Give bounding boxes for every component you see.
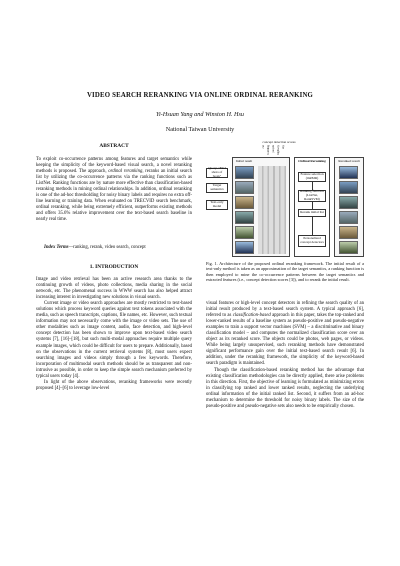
intro-right-paragraph-1 — [206, 301, 364, 368]
figure-target-label: Target semantics — [210, 183, 224, 191]
thumb-initial-3 — [235, 196, 254, 209]
figure-step-3 — [298, 209, 326, 217]
figure-col-label-3: highway — [277, 145, 280, 155]
thumb-initial-4 — [235, 211, 254, 224]
figure-query-box — [206, 168, 228, 178]
thumb-initial-5 — [235, 226, 254, 239]
intro-heading: 1. INTRODUCTION — [89, 264, 139, 270]
figure-step-3-label: Rerank initial list — [300, 210, 324, 215]
abstract-heading: ABSTRACT — [99, 143, 129, 149]
intro-right-column — [206, 301, 364, 410]
figure-text-model-label: Text-only model — [210, 200, 224, 208]
abstract-text-a: To exploit co-occurrence patterns among features and target semantics while keeping the simplicity of the keyword-based visual search, a novel reranking methods is proposed. The approach, — [36, 157, 192, 175]
index-terms — [44, 245, 192, 251]
figure-query-label: Query: "Find shots of boats" — [208, 166, 226, 178]
paper-affiliation: National Taiwan University — [165, 126, 235, 133]
abstract-paragraph — [36, 157, 192, 224]
figure-step-1 — [298, 172, 326, 182]
intro-paragraph-1: Image and video retrieval has been an active research area thanks to the continuing growth of videos, photo collections, media sharing in the social network, etc. The phenomenal success in WWW search has also helped attract increasing interest in investigating new solutions in visual search. — [36, 277, 192, 301]
figure-architecture — [206, 140, 364, 258]
figure-score-matrix — [258, 166, 286, 254]
index-terms-label: Index Terms — [44, 245, 69, 250]
figure-col-label-2: people — [272, 145, 275, 153]
thumb-initial-2 — [235, 181, 254, 194]
paper-title: VIDEO SEARCH RERANKING VIA ONLINE ORDINAL RERANKING — [86, 92, 314, 99]
figure-caption: Fig. 1. Architecture of the proposed ordinal reranking framework. The initial result of a text-only method is taken as an approximation of the target semantics, a ranking function is then employed to mine the co-occurrence patterns between the target semantics and extracted features (i.e., concept detection scores [3]), and to rerank the initial result. — [206, 261, 364, 282]
intro-paragraph-2: Current image or video search approaches are mostly restricted to text-based solutions which process keyword queries against text tokens associated with the media, such as speech transcripts, captions, file names, etc. However, such textual information may not necessarily come with the image or video sets. The use of other modalities such as image content, audio, face detection, and high-level concept detection has been shown to improve upon text-based video search systems [7], [16]–[18], but such multi-modal approaches require multiple query example images, which could be difficult for users to prepare. Additionally, based on the observations in the current retrieval systems [8], most users expect searching images and videos simply through a few keywords. Therefore, incorporation of multimodal search methods should be as transparent and non-intrusive as possible, in order to keep the simple search mechanism preferred by typical users today [4]. — [36, 301, 192, 379]
thumb-reranked-2 — [339, 181, 358, 194]
thumb-reranked-5 — [339, 226, 358, 239]
paper-authors: Yi-Hsuan Yang and Winston H. Hsu — [155, 111, 244, 118]
intro-paragraph-3: In light of the above observations, reranking frameworks were recently proposed [4]–[6] to leverage low-level — [36, 379, 192, 391]
figure-step-1-label: Feature selection (mRMR) — [300, 172, 324, 180]
figure-ordinal-label: Ordinal Reranking — [298, 159, 326, 163]
thumb-reranked-6 — [339, 241, 358, 254]
thumb-initial-6 — [235, 241, 254, 254]
figure-arrow-1 — [312, 182, 313, 190]
figure-arrow-3 — [312, 217, 313, 235]
figure-initial-label: Initial result — [235, 159, 253, 163]
figure-target-box — [206, 183, 228, 193]
figure-col-label-0: car — [262, 145, 265, 149]
thumb-reranked-1 — [339, 166, 358, 179]
intro-right-paragraph-2: Though the classification-based reranking method has the advantage that existing classification methodologies can be directly applied, there arise problems in this direction. First, the objective of learning is formulated as minimizing errors in classifying top ranked and lower ranked results, neglecting the underlying ordinal information of the initial ranked list. Second, it suffers from an ad-hoc mechanism to determine the threshold for noisy binary labels. The size of the pseudo-positive and pseudo-negative sets also needs to be empirically chosen. — [206, 367, 364, 409]
figure-arrow-2 — [312, 202, 313, 209]
abstract-text-b: , reranks an initial search list by utilizing the co-occurrence patterns via the ranking functions such as ListNet. Ranking functions are by nature more effective than classification-based reranking methods in mining ordinal relationships. In addition, ordinal reranking is one of the ad-hoc thresholding for noisy binary labels and requires no extra off-line learning or training data. When evaluated on TRECVID search benchmark, ordinal reranking, while being extremely efficient, outperforms existing methods and offers 35.6% relative improvement over the text-based search baseline in nearly real time. — [36, 169, 192, 223]
abstract-body — [36, 157, 192, 224]
intro-right-text-b: approach in this paper, takes the top-ranked and lower-ranked results of a baseline system as pseudo-positive and pseudo-negative examples to train a support vector machines (SVM) – a discriminative and binary classification model – and computes the normalized classification score over an object as its reranked score. The objects could be photos, web pages, or videos. While being largely unsupervised, such reranking methods have demonstrated significant performance gain over the initial text-based search result [6]. In addition, under the reranking framework, the simplicity of the keyword-based search paradigm is maintained. — [206, 313, 364, 367]
figure-step-4 — [298, 235, 326, 247]
figure-col-label-1: building — [267, 145, 270, 155]
figure-step-4-label: Personalized concept detectors — [300, 236, 324, 244]
figure-step-2-label: Ranking function (ListNet, RankSVM) — [300, 189, 324, 201]
intro-left-column — [36, 277, 192, 392]
figure-step-2 — [298, 190, 326, 202]
thumb-initial-1 — [235, 166, 254, 179]
intro-right-text-em: classification-based — [232, 313, 271, 319]
figure-top-label: concept detection scores — [262, 140, 296, 144]
thumb-reranked-4 — [339, 211, 358, 224]
figure-text-model-box — [206, 200, 228, 210]
intro-right-text-a: visual features or high-level concept detectors in refining the search quality of an initial result produced by a text-based search system. A typical approach [6], referred to as — [206, 301, 364, 319]
thumb-reranked-3 — [339, 196, 358, 209]
index-terms-value: —ranking, rerank, video search, concept — [68, 245, 146, 250]
abstract-text-em: ordinal reranking — [108, 169, 143, 175]
figure-reranked-label: Reranked result — [338, 159, 360, 163]
figure-col-label-4: sky — [282, 145, 285, 149]
